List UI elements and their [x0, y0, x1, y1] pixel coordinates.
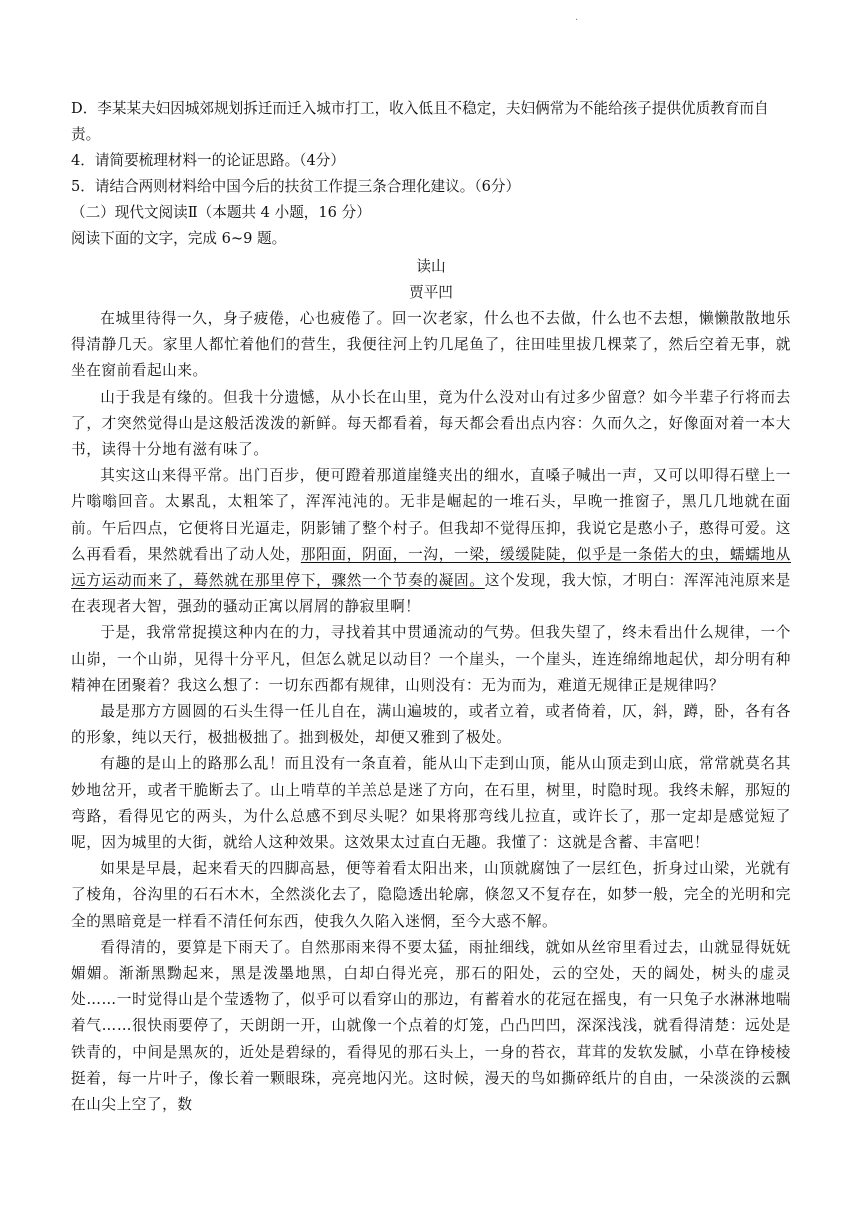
- section-heading: （二）现代文阅读Ⅱ（本题共 4 小题，16 分）: [71, 204, 371, 221]
- header-dot: .: [575, 12, 579, 23]
- paragraph-7: 如果是早晨，起来看天的四脚高悬，便等着看太阳出来，山顶就腐蚀了一层红色，折身过山梁，光就有了棱角，谷沟里的石石木木，全然淡化去了，隐隐透出轮廓，倏忽又不复存在，如梦一般，完全的光明和完全的黑暗竟是一样看不清任何东西，使我久久陷入迷惘，至今大惑不解。: [71, 860, 791, 930]
- underlined-sentence: 那阳面，阴面，一沟，一梁，缓缓陡陡，似乎是一条偌大的虫，蠕蠕地从远方运动而来了，蓦然就在那里停下，骤然一个节奏的凝固。: [71, 545, 791, 590]
- paragraph-8: 看得清的，要算是下雨天了。自然那雨来得不要太猛，雨扯细线，就如从丝帘里看过去，山就显得妩妩媚媚。渐渐黑黝起来，黑是泼墨地黑，白却白得光亮，那石的阳处，云的空处，天的阔处，树头的虚灵处……一时觉得山是个莹透物了，似乎可以看穿山的那边，有蓄着水的花冠在摇曳，有一只兔子水淋淋地喘着气……很快雨要停了，天朗朗一开，山就像一个点着的灯笼，凸凸凹凹，深深浅浅，就看得清楚：远处是铁青的，中间是黑灰的，近处是碧绿的，看得见的那石头上，一身的苔衣，茸茸的发软发腻，小草在铮棱棱挺着，每一片叶子，像长着一颗眼珠，亮亮地闪光。这时候，漫天的鸟如撕碎纸片的自由，一朵淡淡的云飘在山尖上空了，数: [71, 938, 791, 1114]
- paragraph-6: 有趣的是山上的路那么乱！而且没有一条直着，能从山下走到山顶，能从山顶走到山底，常常就莫名其妙地岔开，或者干脆断去了。山上啃草的羊羔总是迷了方向，在石里，树里，时隐时现。我终未解，那短的弯路，看得见它的两头，为什么总感不到尽头呢？如果将那弯线儿拉直，或许长了，那一定却是感觉短了呢，因为城里的大街，就给人这种效果。这效果太过直白无趣。我懂了：这就是含蓄、丰富吧！: [71, 755, 791, 852]
- paragraph-1: 在城里待得一久，身子疲倦，心也疲倦了。回一次老家，什么也不去做，什么也不去想，懒懒散散地乐得清静几天。家里人都忙着他们的营生，我便往河上钓几尾鱼了，往田哇里拔几棵菜了，然后空着无事，就坐在窗前看起山来。: [71, 310, 791, 380]
- paragraph-4: 于是，我常常捉摸这种内在的力，寻找着其中贯通流动的气势。但我失望了，终未看出什么规律，一个山峁，一个山峁，见得十分平凡，但怎么就足以动目？一个崖头，一个崖头，连连绵绵地起伏，却分明有种精神在团聚着？我这么想了：一切东西都有规律，山则没有：无为而为，难道无规律正是规律吗？: [71, 624, 791, 694]
- paragraph-5: 最是那方方圆圆的石头生得一任儿自在，满山遍坡的，或者立着，或者倚着，仄，斜，蹲，卧，各有各的形象，纯以天行，极拙极拙了。拙到极处，却便又雅到了极处。: [71, 703, 791, 747]
- article-author: 贾平凹: [409, 284, 453, 301]
- reading-instruction: 阅读下面的文字，完成 6~9 题。: [71, 230, 287, 247]
- question-4: 4．请简要梳理材料一的论证思路。（4分）: [71, 152, 345, 169]
- page-content: [71, 96, 791, 1118]
- paragraph-3-part-a: 其实这山来得平常。出门百步，便可蹬着那道崖缝夹出的细水，直嗓子喊出一声，又可以叩得石壁上一片嗡嗡回音。太累乱，太粗笨了，浑浑沌沌的。无非是崛起的一堆石头，早晚一推窗子，黑几几地就在面前。午后四点，它便将日光逼走，阴影铺了整个村子。但我却不觉得压抑，我说它是憨小子，憨得可爱。这么再看看，果然就看出了动人处，: [71, 467, 791, 563]
- option-d: D．李某某夫妇因城郊规划拆迁而迁入城市打工，收入低且不稳定，夫妇俩常为不能给孩子提供优质教育而自责。: [71, 100, 769, 143]
- article-title: 读山: [416, 258, 446, 275]
- paragraph-3-part-b: 这个发现，我大惊，才明白：浑浑沌沌原来是在表现者大智，强劲的骚动正寓以屑屑的静寂里啊！: [71, 572, 791, 616]
- question-5: 5．请结合两则材料给中国今后的扶贫工作提三条合理化建议。（6分）: [71, 178, 521, 195]
- paragraph-3: [71, 463, 791, 620]
- paragraph-2: 山于我是有缘的。但我十分遗憾，从小长在山里，竟为什么没对山有过多少留意？如今半辈子行将而去了，才突然觉得山是这般活泼泼的新鲜。每天都看着，每天都会看出点内容：久而久之，好像面对着一本大书，读得十分地有滋有味了。: [71, 388, 791, 459]
